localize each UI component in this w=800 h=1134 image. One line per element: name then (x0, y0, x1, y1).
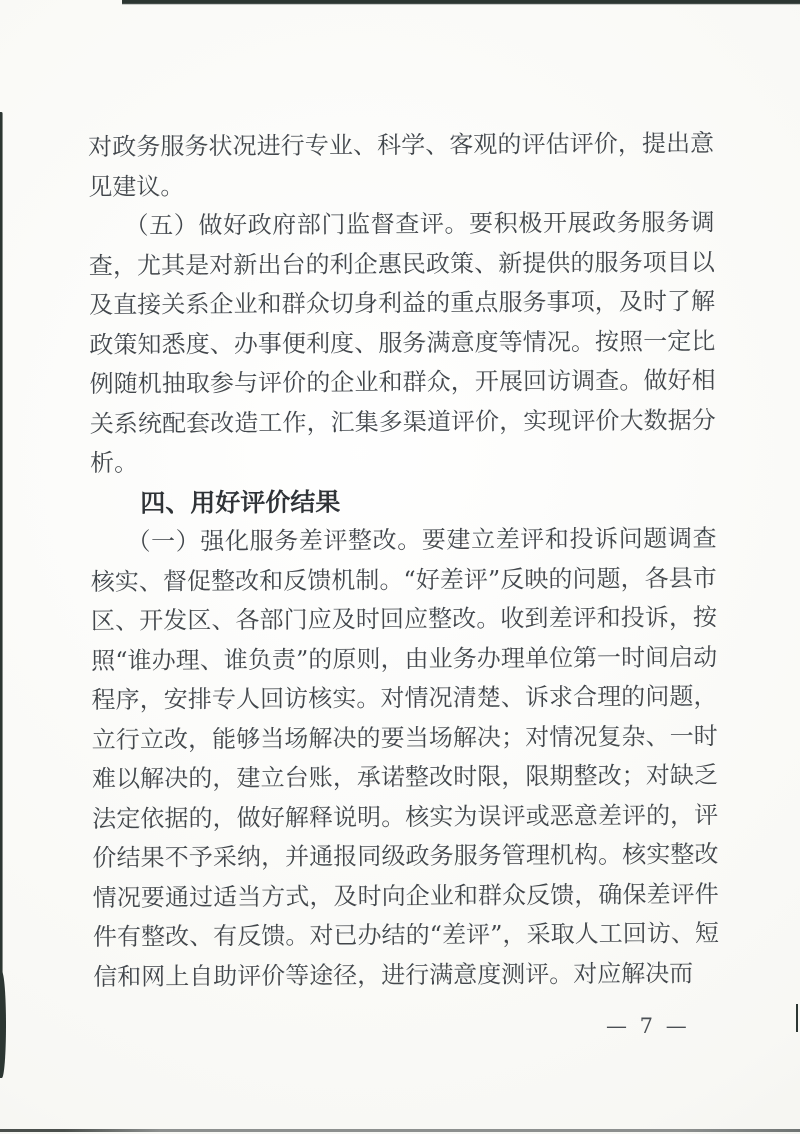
scan-artifact-left-edge (0, 112, 3, 992)
scan-artifact-right-mark (796, 1004, 798, 1032)
scan-artifact-bottom-edge (0, 1129, 800, 1132)
scan-artifact-top-edge (122, 0, 800, 5)
document-body (88, 124, 719, 997)
paragraph-item-one: （一）强化服务差评整改。要建立差评和投诉问题调查核实、督促整改和反馈机制。“好差评”反映的问题，各县市区、开发区、各部门应及时回应整改。收到差评和投诉，按照“谁办理、谁负责”的原则，由业务办理单位第一时间启动程序，安排专人回访核实。对情况清楚、诉求合理的问题，立行立改，能够当场解决的要当场解决；对情况复杂、一时难以解决的，建立台账，承诺整改时限，限期整改；对缺乏法定依据的，做好解释说明。核实为误评或恶意差评的，评价结果不予采纳，并通报同级政务服务管理机构。核实整改情况要通过适当方式，及时向企业和群众反馈，确保差评件件有整改、有反馈。对已办结的“差评”，采取人工回访、短信和网上自助评价等途径，进行满意度测评。对应解决而 (90, 524, 720, 991)
page-number: — 7 — (606, 1014, 690, 1038)
paragraph-continuation: 对政务服务状况进行专业、科学、客观的评估评价，提出意见建议。 (88, 129, 715, 201)
section-heading-four: 四、用好评价结果 (140, 486, 341, 518)
paragraph-item-five: （五）做好政府部门监督查评。要积极开展政务服务调查，尤其是对新出台的利企惠民政策、新提供的服务项目以及直接关系企业和群众切身利益的重点服务事项，及时了解政策知悉度、办事便利度、服务满意度等情况。按照一定比例随机抽取参与评价的企业和群众，开展回访调查。做好相关系统配套改造工作，汇集多渠道评价，实现评价大数据分析。 (88, 208, 716, 477)
